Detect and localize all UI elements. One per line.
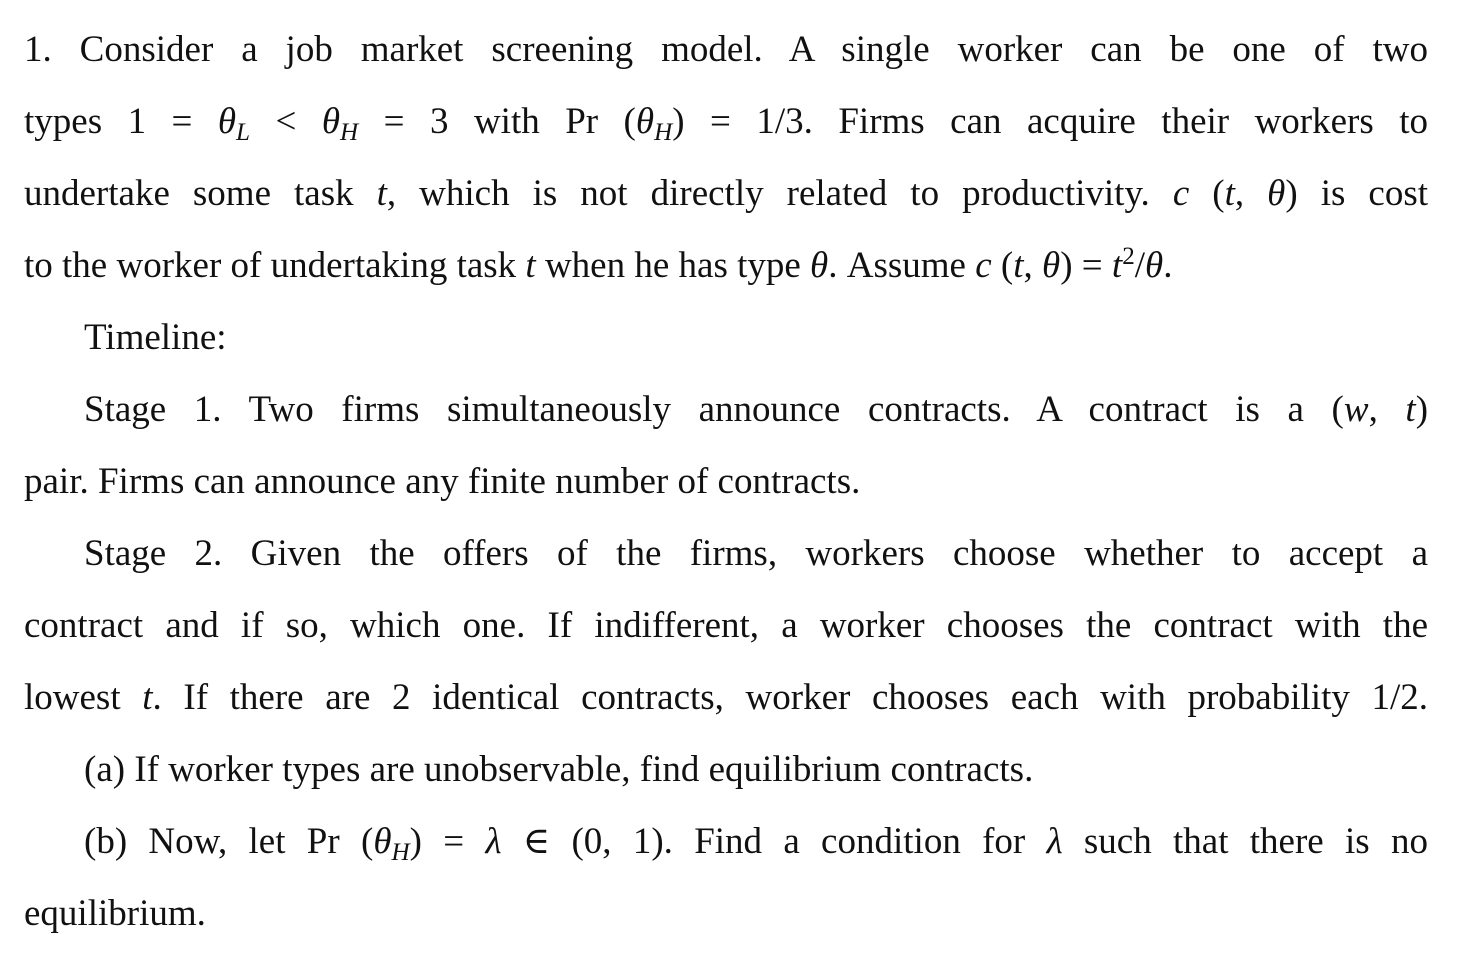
math-symbol: λ	[485, 821, 502, 862]
text-line	[24, 446, 1428, 518]
math-symbol: t	[525, 245, 536, 286]
text-run: when he has type	[535, 245, 811, 286]
math-symbol: θ	[1042, 245, 1061, 286]
question-a	[84, 734, 1428, 806]
text-run: (	[991, 245, 1014, 286]
math-symbol: L	[236, 119, 251, 147]
math-subscript	[236, 119, 250, 146]
text-line	[24, 158, 1428, 230]
text-run: (a) If worker types are unobservable, find equilibrium contracts.	[84, 749, 1034, 790]
text-run: = 3 with Pr (	[358, 101, 636, 142]
text-run: <	[250, 101, 322, 142]
section-heading	[84, 302, 1428, 374]
math-symbol: θ	[373, 821, 392, 862]
text-run: . Assume	[828, 245, 976, 286]
math-symbol: θ	[321, 101, 341, 142]
math-symbol: t	[1405, 389, 1416, 430]
math-symbol: θ	[217, 101, 237, 142]
text-run: types 1 =	[24, 101, 218, 142]
text-run: to the worker of undertaking task	[24, 245, 526, 286]
text-line	[24, 662, 1428, 734]
text-run: ,	[1234, 173, 1268, 214]
text-run: such that there is no	[1062, 821, 1428, 862]
text-run: ) =	[409, 821, 486, 862]
math-symbol: H	[654, 119, 673, 147]
math-symbol: θ	[1145, 245, 1164, 286]
math-symbol: c	[1172, 173, 1190, 214]
math-symbol: c	[975, 245, 992, 286]
math-symbol: t	[1111, 245, 1123, 286]
text-line	[24, 878, 1428, 950]
math-symbol: t	[376, 173, 387, 214]
math-symbol: t	[1224, 173, 1235, 214]
text-run: Stage 2. Given the offers of the firms, workers choose whether to accept a	[84, 533, 1428, 574]
text-run: ) is cost	[1285, 173, 1428, 214]
text-run: equilibrium.	[24, 893, 206, 934]
question-b	[84, 806, 1428, 878]
text-run: , which is not directly related to productivity.	[386, 173, 1173, 214]
math-symbol: θ	[1267, 173, 1286, 214]
text-run: ,	[1368, 389, 1406, 430]
text-line	[24, 86, 1428, 158]
math-symbol: t	[142, 677, 153, 718]
text-run: (	[1189, 173, 1225, 214]
text-line	[24, 14, 1428, 86]
math-symbol: λ	[1046, 821, 1063, 862]
text-run: .	[1163, 245, 1173, 286]
math-symbol: θ	[810, 245, 829, 286]
math-subscript	[654, 119, 672, 146]
text-run: undertake some task	[24, 173, 377, 214]
math-symbol: H	[340, 119, 359, 147]
text-run: pair. Firms can announce any finite number of contracts.	[24, 461, 861, 502]
math-symbol: t	[1013, 245, 1024, 286]
text-run: ) = 1/3. Firms can acquire their workers to	[672, 101, 1428, 142]
math-subscript	[340, 119, 358, 146]
text-run: ) =	[1060, 245, 1112, 286]
text-line	[24, 590, 1428, 662]
math-symbol: H	[391, 839, 410, 867]
text-line	[24, 230, 1428, 302]
text-run: (b) Now, let Pr (	[84, 821, 374, 862]
math-superscript: 2	[1122, 242, 1135, 270]
text-run: . If there are 2 identical contracts, worker chooses each with probability 1/2.	[152, 677, 1428, 718]
text-run: Timeline:	[84, 317, 227, 358]
text-run: Stage 1. Two firms simultaneously announce contracts. A contract is a (	[84, 389, 1344, 430]
text-line	[84, 518, 1428, 590]
text-run: )	[1415, 389, 1429, 430]
text-line	[84, 374, 1428, 446]
math-symbol: θ	[635, 101, 655, 142]
text-run: /	[1134, 245, 1146, 286]
math-symbol: w	[1343, 389, 1369, 430]
text-run: ,	[1023, 245, 1043, 286]
math-subscript	[392, 839, 410, 866]
text-run: lowest	[24, 677, 143, 718]
text-run: 1. Consider a job market screening model. A single worker can be one of two	[24, 29, 1428, 70]
text-run: contract and if so, which one. If indifferent, a worker chooses the contract with the	[24, 605, 1428, 646]
text-run: ∈ (0, 1). Find a condition for	[501, 821, 1047, 862]
